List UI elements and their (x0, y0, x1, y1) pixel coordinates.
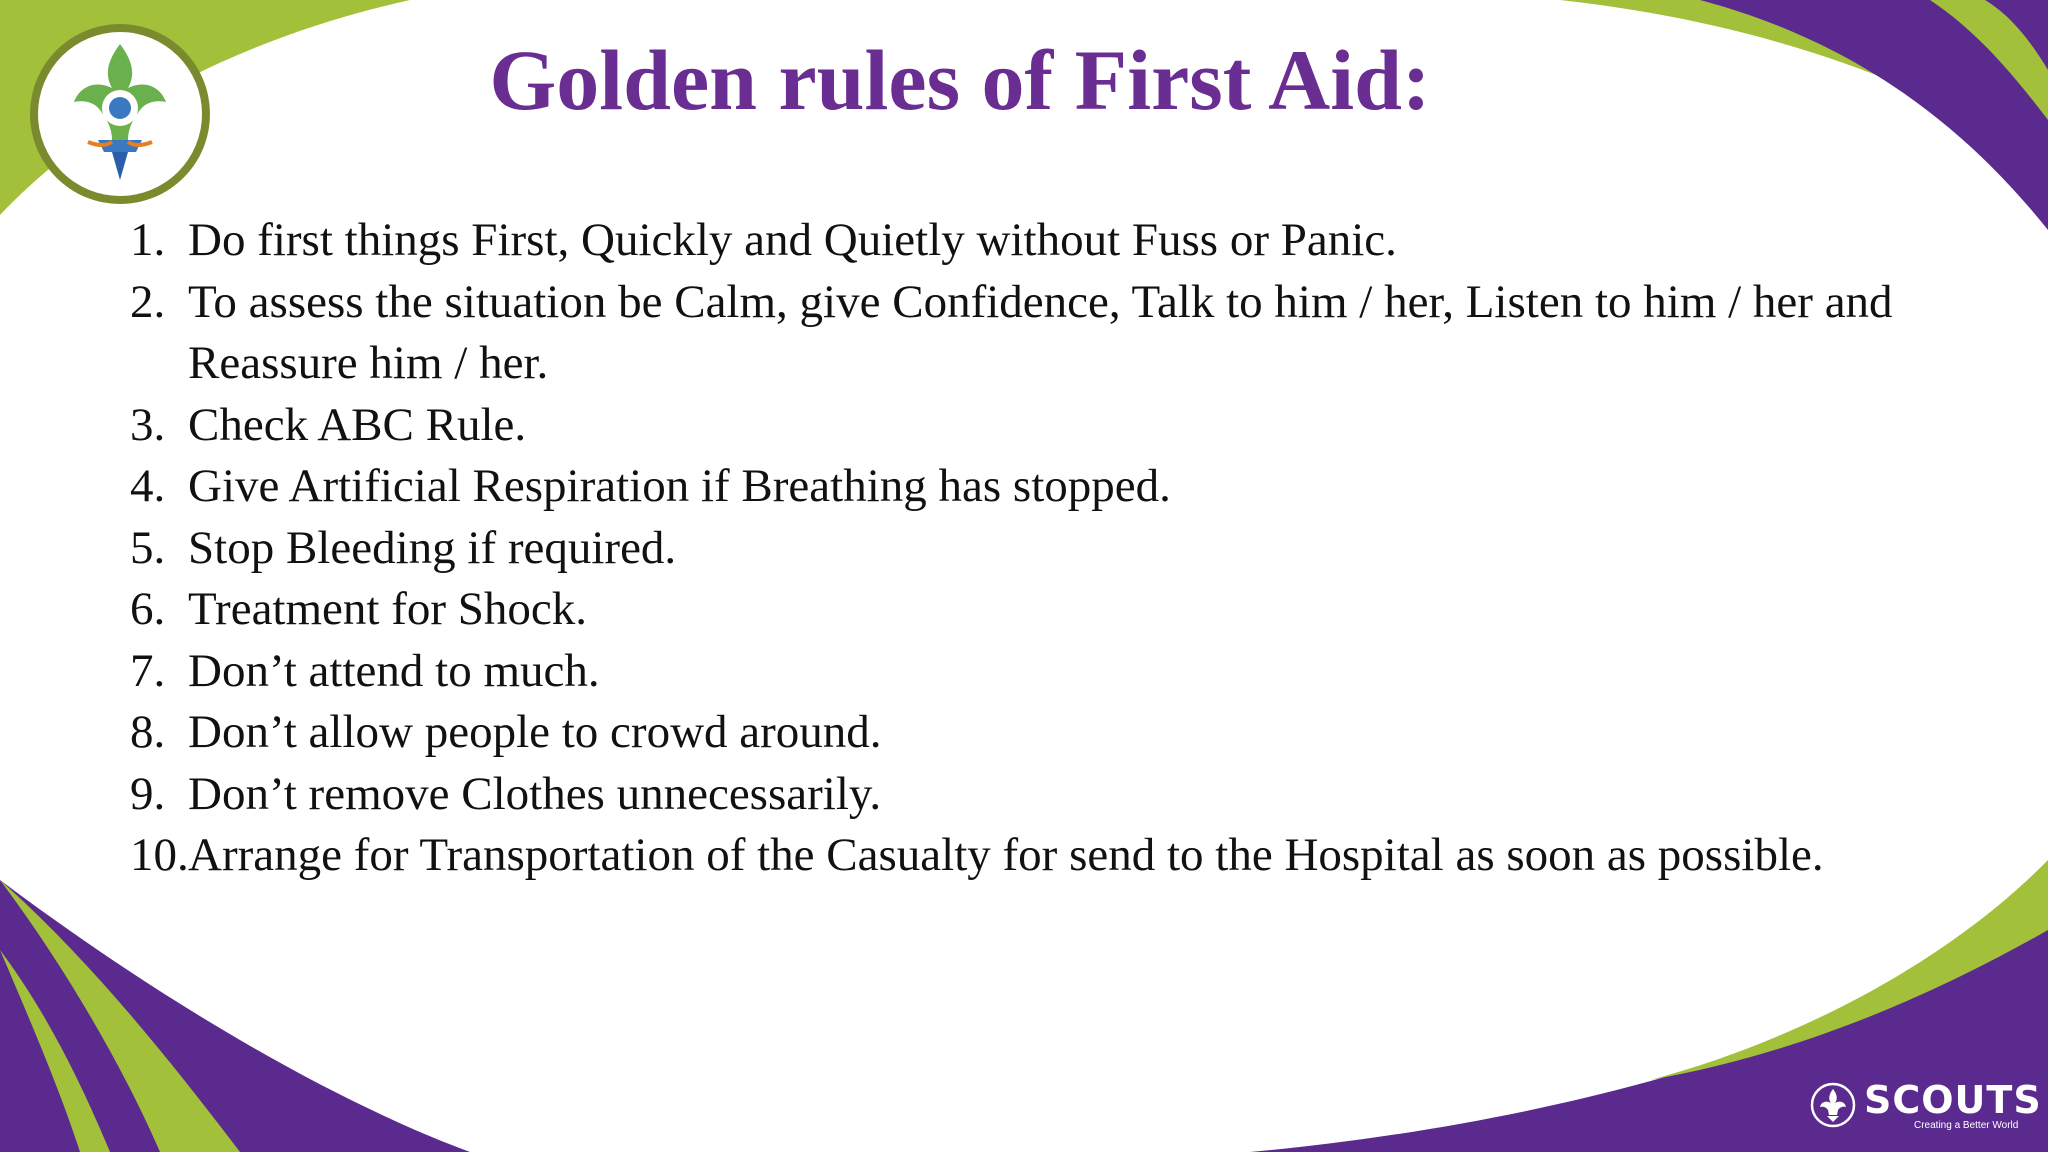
list-item (130, 272, 1970, 395)
brand-name: SCOUTS (1864, 1078, 2042, 1122)
list-item (130, 210, 1970, 272)
list-item-text: Treatment for Shock. (188, 583, 588, 635)
list-item-number: 1. (130, 214, 166, 266)
scout-fleur-de-lis-icon (1810, 1082, 1856, 1128)
list-item-text: Don’t remove Clothes unnecessarily. (188, 767, 882, 820)
scout-emblem-logo (28, 22, 212, 206)
list-item (130, 825, 1970, 887)
list-item-text: Don’t allow people to crowd around. (188, 706, 882, 758)
scouts-brand-mark (1810, 1078, 2042, 1134)
list-item (130, 764, 1970, 826)
list-item-number: 4. (130, 460, 166, 512)
list-item-number: 3. (130, 398, 166, 451)
list-item (130, 641, 1970, 703)
rules-list (130, 210, 1970, 887)
list-item-text: Stop Bleeding if required. (188, 521, 677, 574)
list-item-number: 8. (130, 706, 166, 758)
list-item-number: 2. (130, 275, 166, 328)
list-item-number: 10. (130, 829, 189, 881)
list-item-number: 5. (130, 521, 166, 574)
list-item (130, 518, 1970, 580)
brand-tagline: Creating a Better World (1914, 1120, 2019, 1131)
list-item-text: Do first things First, Quickly and Quietly without Fuss or Panic. (188, 214, 1397, 266)
list-item-text: To assess the situation be Calm, give Confidence, Talk to him / her, Listen to him / her and Reassure him / her. (188, 275, 1893, 389)
list-item (130, 702, 1970, 764)
list-item-text: Arrange for Transportation of the Casualty for send to the Hospital as soon as possible. (188, 829, 1824, 881)
list-item-text: Check ABC Rule. (188, 398, 527, 451)
list-item (130, 579, 1970, 641)
list-item-text: Don’t attend to much. (188, 644, 600, 697)
slide-title: Golden rules of First Aid: (489, 32, 1431, 128)
list-item-text: Give Artificial Respiration if Breathing has stopped. (188, 460, 1171, 512)
list-item (130, 456, 1970, 518)
list-item-number: 9. (130, 767, 166, 820)
list-item-number: 7. (130, 644, 166, 697)
list-item-number: 6. (130, 583, 166, 635)
list-item (130, 395, 1970, 457)
